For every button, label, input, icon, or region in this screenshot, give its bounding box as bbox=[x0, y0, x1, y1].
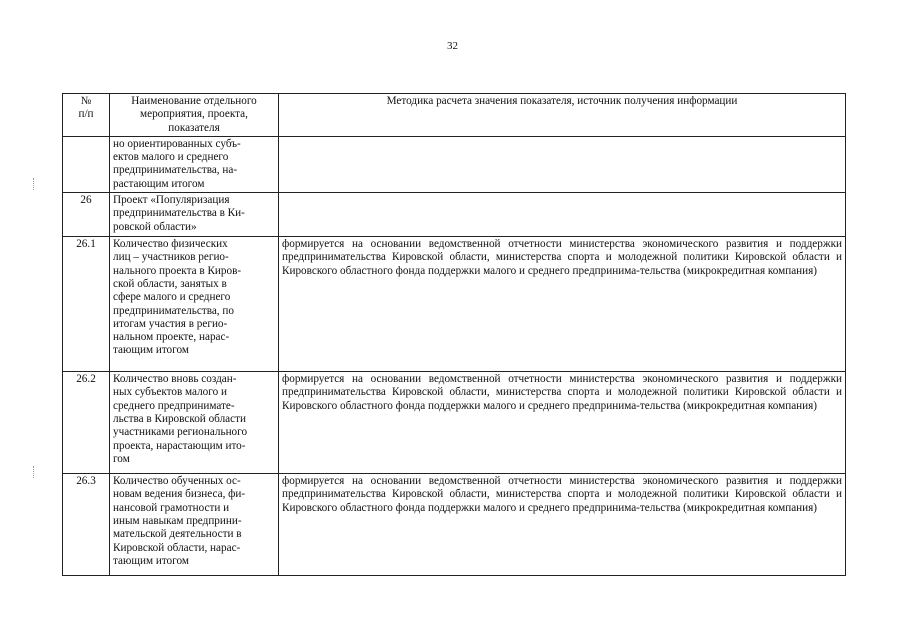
row-num bbox=[63, 136, 110, 192]
row-num: 26.3 bbox=[63, 474, 110, 576]
table-header-row bbox=[63, 94, 846, 137]
row-method bbox=[279, 136, 846, 192]
table-row bbox=[63, 474, 846, 576]
table-row bbox=[63, 237, 846, 372]
table-row bbox=[63, 193, 846, 237]
scan-margin-mark bbox=[33, 178, 36, 190]
indicator-table bbox=[62, 93, 846, 576]
header-method: Методика расчета значения показателя, источник получения информации bbox=[279, 94, 846, 137]
row-name: но ориентированных субъ- ектов малого и среднего предпринимательства, на- растающим итогом bbox=[110, 136, 279, 192]
row-num: 26 bbox=[63, 193, 110, 237]
row-name: Количество вновь создан- ных субъектов малого и среднего предпринимате- льства в Кировской области участниками регионального проекта, нарастающим ито- гом bbox=[110, 372, 279, 474]
table-row bbox=[63, 372, 846, 474]
header-num: № п/п bbox=[63, 94, 110, 137]
table-row bbox=[63, 136, 846, 192]
row-method: формируется на основании ведомственной отчетности министерства экономического развития и поддержки предпринимательства Кировской области, министерства спорта и молодежной политики Кировской области и Кировского областного фонда поддержки малого и среднего предпринима-тельства (микрокредитная компания) bbox=[279, 372, 846, 474]
row-num: 26.2 bbox=[63, 372, 110, 474]
row-num: 26.1 bbox=[63, 237, 110, 372]
header-name: Наименование отдельного мероприятия, проекта, показателя bbox=[110, 94, 279, 137]
row-method: формируется на основании ведомственной отчетности министерства экономического развития и поддержки предпринимательства Кировской области, министерства спорта и молодежной политики Кировской области и Кировского областного фонда поддержки малого и среднего предпринима-тельства (микрокредитная компания) bbox=[279, 237, 846, 372]
row-name: Количество физических лиц – участников регио- нального проекта в Киров- ской области, занятых в сфере малого и среднего предпринимательства, по итогам участия в регио- нальном проекте, нарас- тающим итогом bbox=[110, 237, 279, 372]
row-method bbox=[279, 193, 846, 237]
scan-margin-mark bbox=[33, 466, 36, 478]
page-number: 32 bbox=[447, 40, 458, 52]
row-name: Количество обученных ос- новам ведения бизнеса, фи- нансовой грамотности и иным навыкам предприни- мательской деятельности в Кировской области, нарас- тающим итогом bbox=[110, 474, 279, 576]
row-method: формируется на основании ведомственной отчетности министерства экономического развития и поддержки предпринимательства Кировской области, министерства спорта и молодежной политики Кировской области и Кировского областного фонда поддержки малого и среднего предпринима-тельства (микрокредитная компания) bbox=[279, 474, 846, 576]
row-name: Проект «Популяризация предпринимательства в Ки- ровской области» bbox=[110, 193, 279, 237]
